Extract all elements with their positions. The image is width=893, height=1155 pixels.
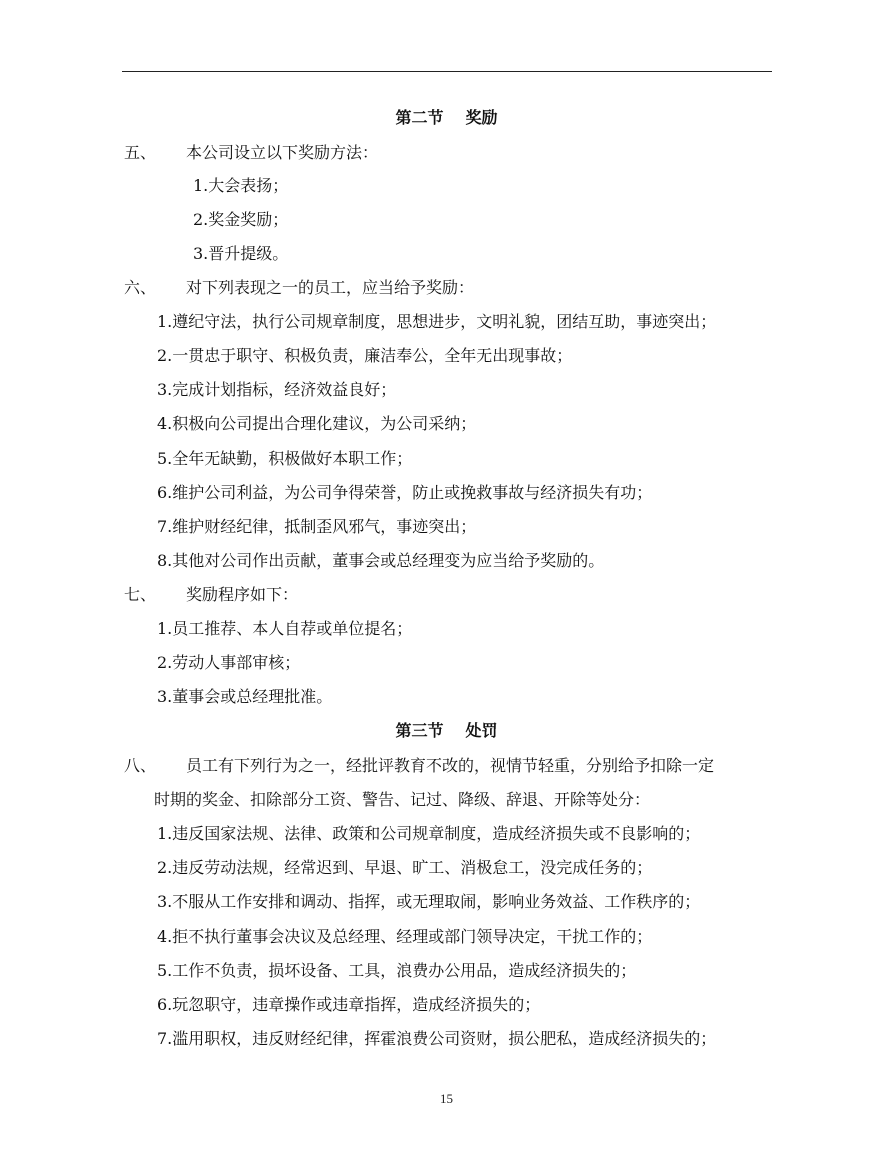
- list-item: 3.不服从工作安排和调动、指挥，或无理取闹，影响业务效益、工作秩序的；: [157, 892, 701, 911]
- list-item: 2.劳动人事部审核；: [157, 653, 301, 672]
- list-item: 1.大会表扬；: [193, 176, 289, 195]
- article-number: 五、: [124, 143, 157, 162]
- page-number: 15: [440, 1091, 453, 1106]
- article-text: 奖励程序如下：: [186, 585, 299, 604]
- list-item: 2.违反劳动法规，经常迟到、早退、旷工、消极怠工，没完成任务的；: [157, 858, 653, 877]
- section-heading-rewards: [0, 108, 893, 128]
- article-text-continued: 时期的奖金、扣除部分工资、警告、记过、降级、辞退、开除等处分：: [154, 790, 651, 809]
- list-item: 3.晋升提级。: [193, 244, 289, 263]
- article-number: 六、: [124, 278, 157, 297]
- list-item: 6.维护公司利益，为公司争得荣誉，防止或挽救事故与经济损失有功；: [157, 483, 653, 502]
- section-label: 第二节: [395, 108, 444, 127]
- list-item: 7.滥用职权，违反财经纪律，挥霍浪费公司资财，损公肥私，造成经济损失的；: [157, 1029, 717, 1048]
- list-item: 2.一贯忠于职守、积极负责，廉洁奉公，全年无出现事故；: [157, 346, 573, 365]
- section-heading-penalties: [0, 721, 893, 741]
- list-item: 6.玩忽职守，违章操作或违章指挥，造成经济损失的；: [157, 995, 541, 1014]
- list-item: 5.全年无缺勤，积极做好本职工作；: [157, 449, 413, 468]
- section-title: 处罚: [465, 721, 498, 740]
- list-item: 2.奖金奖励；: [193, 210, 289, 229]
- section-title: 奖励: [465, 108, 498, 127]
- list-item: 1.违反国家法规、法律、政策和公司规章制度，造成经济损失或不良影响的；: [157, 824, 701, 843]
- list-item: 5.工作不负责，损坏设备、工具，浪费办公用品，造成经济损失的；: [157, 961, 637, 980]
- header-rule: [122, 71, 772, 72]
- list-item: 4.积极向公司提出合理化建议，为公司采纳；: [157, 414, 477, 433]
- list-item: 3.完成计划指标，经济效益良好；: [157, 380, 397, 399]
- article-text: 本公司设立以下奖励方法：: [186, 143, 379, 162]
- list-item: 1.员工推荐、本人自荐或单位提名；: [157, 619, 413, 638]
- article-text: 员工有下列行为之一，经批评教育不改的，视情节轻重，分别给予扣除一定: [186, 756, 715, 775]
- article-text: 对下列表现之一的员工，应当给予奖励：: [186, 278, 475, 297]
- list-item: 3.董事会或总经理批准。: [157, 687, 333, 706]
- list-item: 4.拒不执行董事会决议及总经理、经理或部门领导决定，干扰工作的；: [157, 927, 653, 946]
- article-number: 七、: [124, 585, 157, 604]
- list-item: 7.维护财经纪律，抵制歪风邪气，事迹突出；: [157, 517, 477, 536]
- list-item: 1.遵纪守法，执行公司规章制度，思想进步，文明礼貌，团结互助，事迹突出；: [157, 312, 717, 331]
- article-number: 八、: [124, 756, 157, 775]
- section-label: 第三节: [395, 721, 444, 740]
- list-item: 8.其他对公司作出贡献，董事会或总经理变为应当给予奖励的。: [157, 551, 605, 570]
